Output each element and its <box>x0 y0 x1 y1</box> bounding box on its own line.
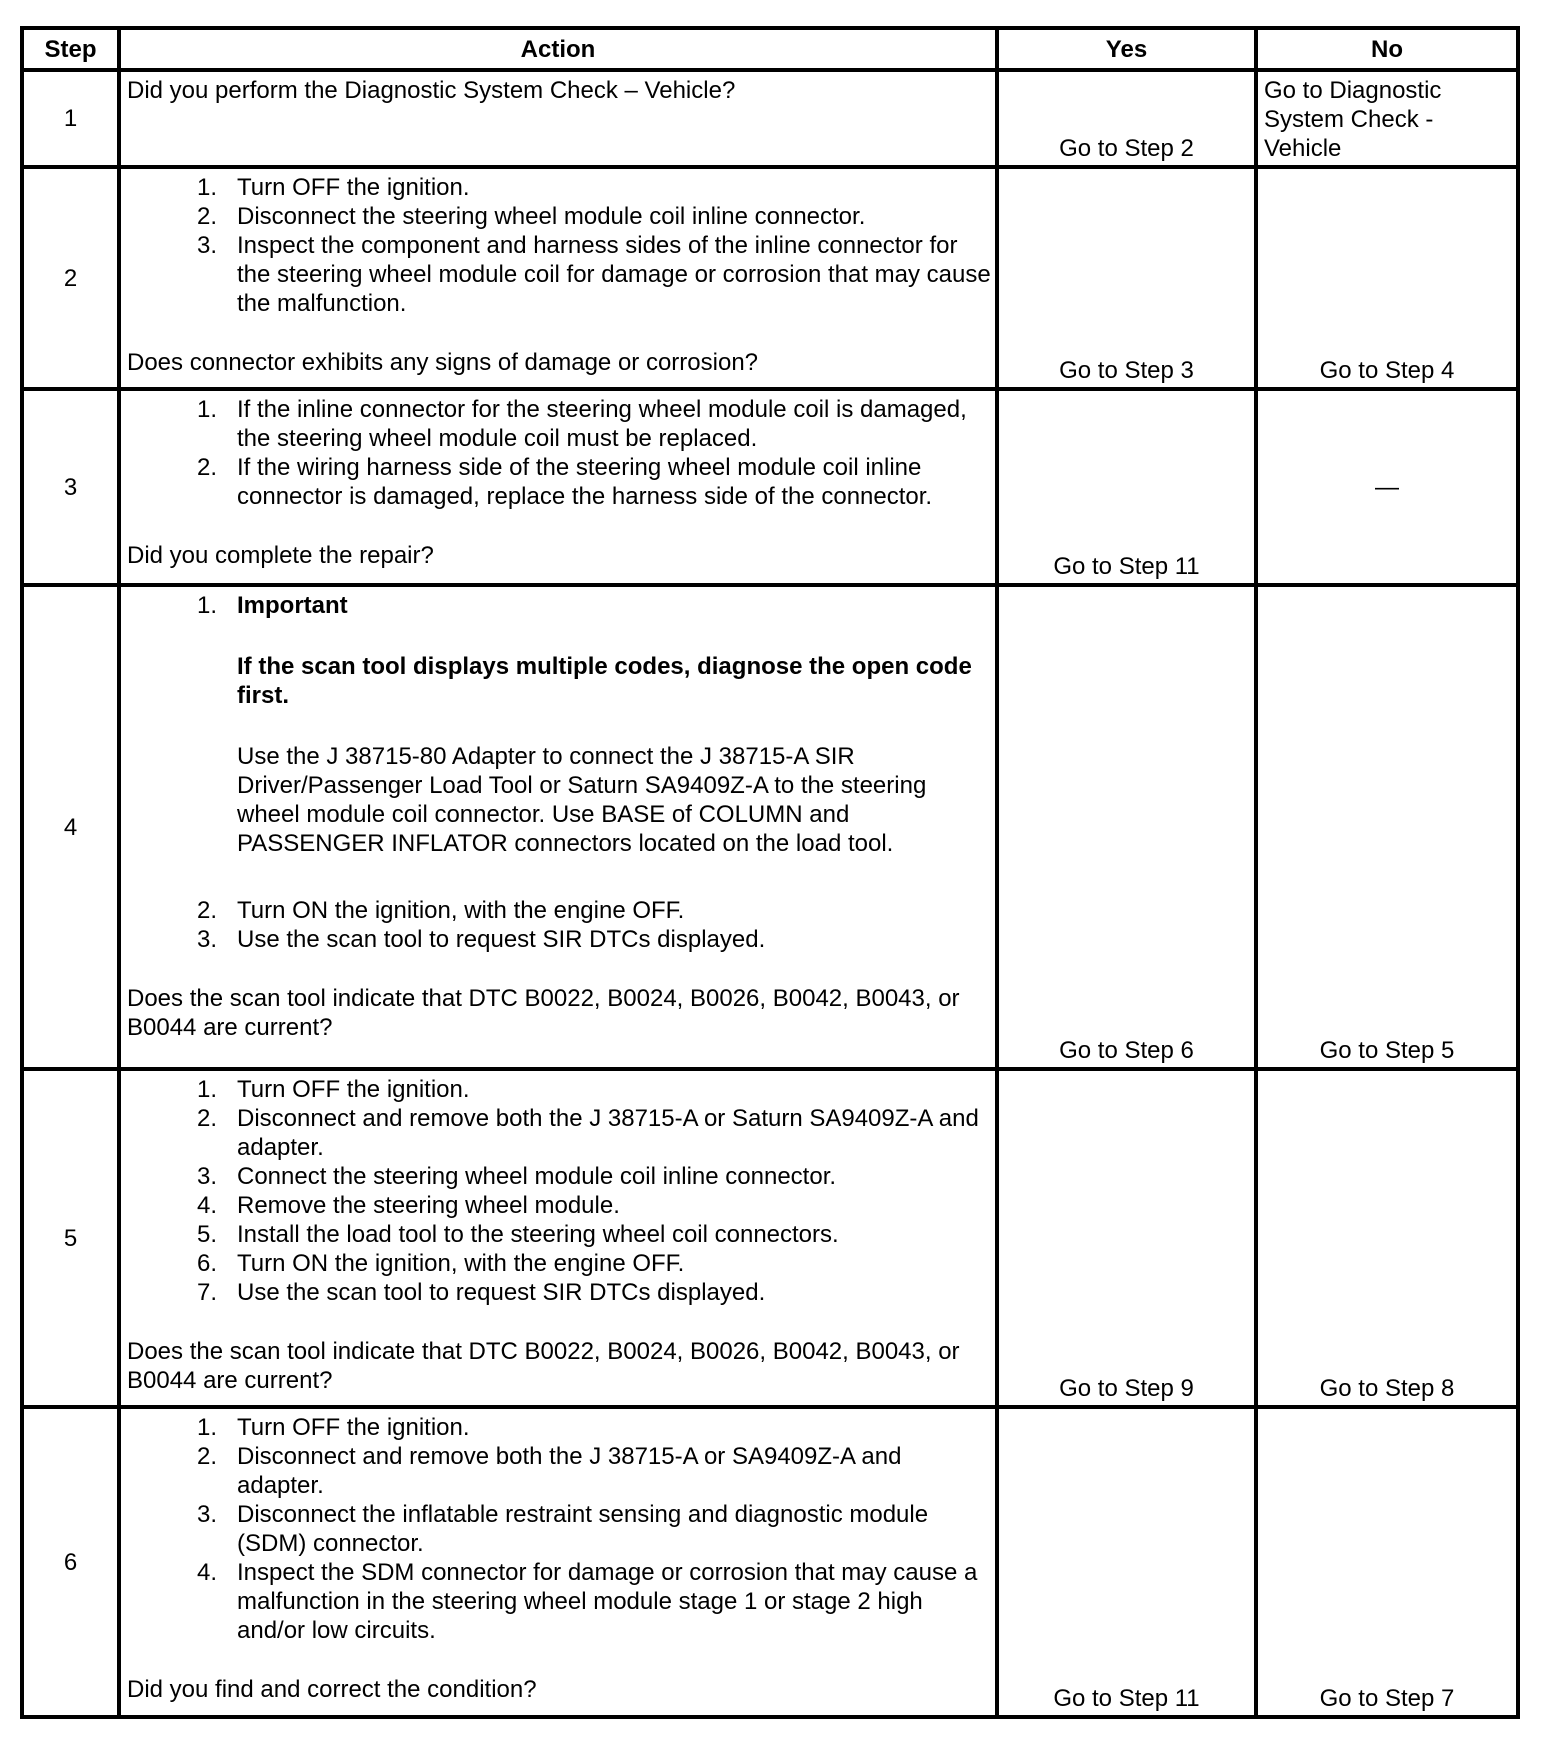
action-list <box>127 1075 991 1307</box>
table-row <box>22 1407 1518 1717</box>
yes-result: Go to Step 3 <box>997 167 1256 389</box>
action-list <box>127 395 991 511</box>
table-row <box>22 585 1518 1069</box>
question-text: Does connector exhibits any signs of damage or corrosion? <box>127 349 759 376</box>
step-number: 6 <box>22 1407 119 1717</box>
action-list <box>127 173 991 318</box>
no-result: Go to Step 4 <box>1256 167 1518 389</box>
header-step: Step <box>22 28 119 70</box>
list-item: 1. If the inline connector for the steering wheel module coil is damaged, the steering wheel module coil must be replaced. <box>196 396 967 452</box>
step-number: 2 <box>22 167 119 389</box>
list-item: 3. Use the scan tool to request SIR DTCs displayed. <box>196 926 766 953</box>
important-heading: Important <box>237 592 348 619</box>
action-list <box>127 1413 991 1645</box>
list-item: 2. Disconnect the steering wheel module coil inline connector. <box>196 203 866 230</box>
diagnostic-table <box>20 26 1520 1719</box>
yes-result: Go to Step 11 <box>997 1407 1256 1717</box>
list-item: 4. Remove the steering wheel module. <box>196 1192 620 1219</box>
list-item: 3. Connect the steering wheel module coil inline connector. <box>196 1163 837 1190</box>
list-item: 3. Disconnect the inflatable restraint sensing and diagnostic module (SDM) connector. <box>196 1501 929 1557</box>
header-no: No <box>1256 28 1518 70</box>
table-row <box>22 389 1518 585</box>
list-item: 6. Turn ON the ignition, with the engine OFF. <box>196 1250 685 1277</box>
table-row <box>22 167 1518 389</box>
list-item: 4. Inspect the SDM connector for damage or corrosion that may cause a malfunction in the steering wheel module stage 1 or stage 2 high and/or low circuits. <box>196 1559 978 1644</box>
header-row <box>22 28 1518 70</box>
action-cell <box>119 1069 997 1407</box>
no-result: Go to Step 5 <box>1256 585 1518 1069</box>
important-note: If the scan tool displays multiple codes, diagnose the open code first. <box>237 653 972 709</box>
list-item: 1. Turn OFF the ignition. <box>196 1414 470 1441</box>
step-number: 5 <box>22 1069 119 1407</box>
list-item: 5. Install the load tool to the steering wheel coil connectors. <box>196 1221 839 1248</box>
yes-result: Go to Step 9 <box>997 1069 1256 1407</box>
no-result: Go to Step 8 <box>1256 1069 1518 1407</box>
no-result: — <box>1256 389 1518 585</box>
question-text: Did you perform the Diagnostic System Check – Vehicle? <box>127 77 736 104</box>
list-item: 1. Turn OFF the ignition. <box>196 1076 470 1103</box>
action-cell <box>119 167 997 389</box>
list-item: 7. Use the scan tool to request SIR DTCs displayed. <box>196 1279 766 1306</box>
list-item: 2. If the wiring harness side of the steering wheel module coil inline connector is damaged, replace the harness side of the connector. <box>196 454 933 510</box>
list-item: 3. Inspect the component and harness sides of the inline connector for the steering wheel module coil for damage or corrosion that may cause the malfunction. <box>196 232 991 317</box>
list-item: 2. Disconnect and remove both the J 38715-A or SA9409Z-A and adapter. <box>196 1443 902 1499</box>
action-cell <box>119 389 997 585</box>
yes-result: Go to Step 6 <box>997 585 1256 1069</box>
list-item: 1. Turn OFF the ignition. <box>196 174 470 201</box>
step-number: 3 <box>22 389 119 585</box>
action-cell <box>119 70 997 167</box>
action-cell <box>119 1407 997 1717</box>
header-action: Action <box>119 28 997 70</box>
question-text: Does the scan tool indicate that DTC B0022, B0024, B0026, B0042, B0043, or B0044 are current? <box>127 1338 960 1394</box>
list-item: 1. Important If the scan tool displays multiple codes, diagnose the open code first. Use the J 38715-80 Adapter to connect the J 38715-A SIR Driver/Passenger Load Tool or Saturn SA9409Z-A to the steering wheel module coil connector. Use BASE of COLUMN and PASSENGER INFLATOR connectors located on the load tool. <box>127 591 991 858</box>
action-list <box>127 591 991 954</box>
yes-result: Go to Step 11 <box>997 389 1256 585</box>
table-row <box>22 1069 1518 1407</box>
no-result: Go to Step 7 <box>1256 1407 1518 1717</box>
no-result: Go to Diagnostic System Check - Vehicle <box>1256 70 1518 167</box>
question-text: Did you find and correct the condition? <box>127 1676 537 1703</box>
yes-result: Go to Step 2 <box>997 70 1256 167</box>
question-text: Did you complete the repair? <box>127 542 434 569</box>
table-row <box>22 70 1518 167</box>
important-body: Use the J 38715-80 Adapter to connect the J 38715-A SIR Driver/Passenger Load Tool or Saturn SA9409Z-A to the steering wheel module coil connector. Use BASE of COLUMN and PASSENGER INFLATOR connectors located on the load tool. <box>237 743 927 857</box>
question-text: Does the scan tool indicate that DTC B0022, B0024, B0026, B0042, B0043, or B0044 are current? <box>127 985 960 1041</box>
step-number: 1 <box>22 70 119 167</box>
action-cell <box>119 585 997 1069</box>
list-item: 2. Disconnect and remove both the J 38715-A or Saturn SA9409Z-A and adapter. <box>196 1105 979 1161</box>
step-number: 4 <box>22 585 119 1069</box>
header-yes: Yes <box>997 28 1256 70</box>
list-item: 2. Turn ON the ignition, with the engine OFF. <box>196 897 685 924</box>
